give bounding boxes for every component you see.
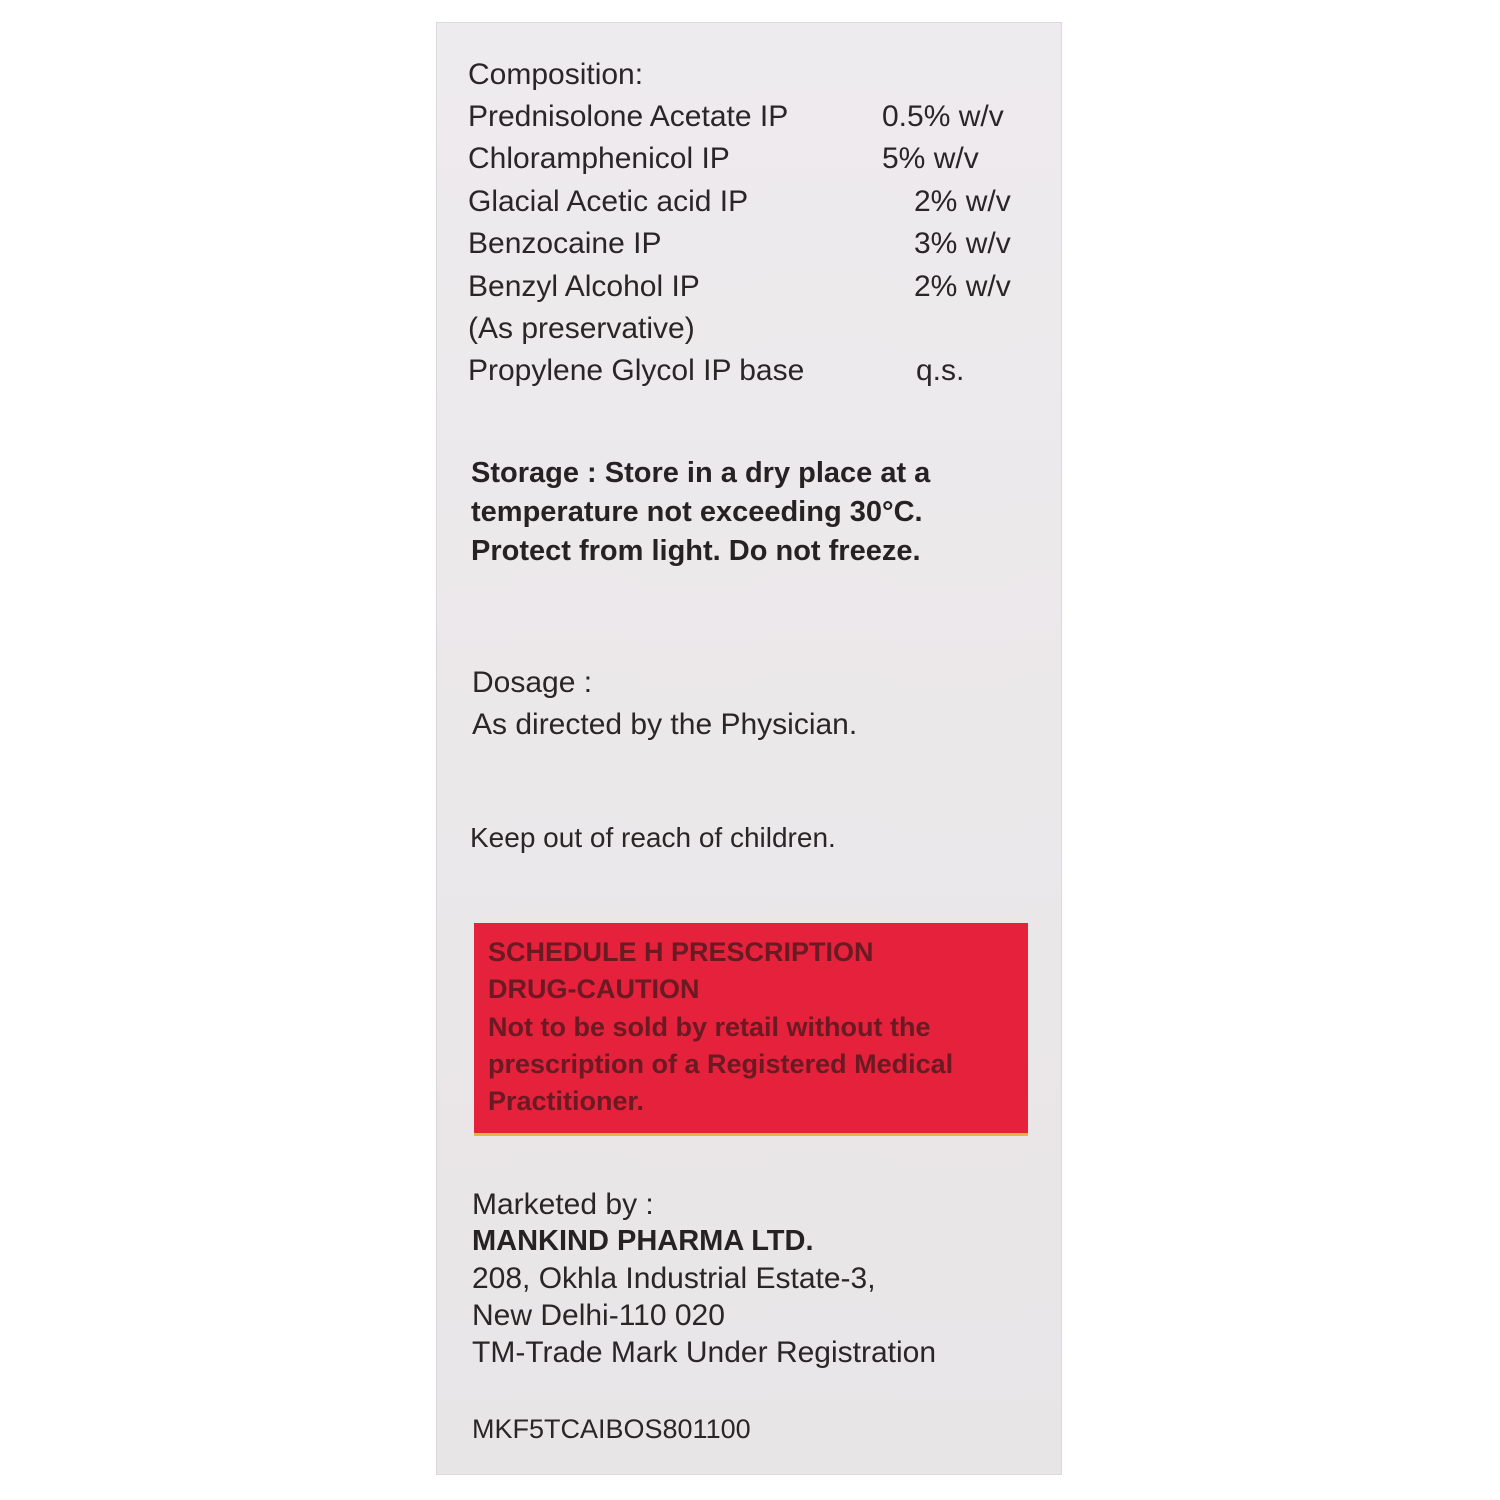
composition-heading: Composition: (468, 58, 644, 91)
ingredient-amount: 3% w/v (914, 227, 1011, 260)
schedule-h-warning-box (474, 923, 1028, 1136)
child-safety-note: Keep out of reach of children. (470, 822, 836, 853)
ingredient-name: Benzocaine IP (468, 227, 662, 260)
ingredient-amount: 2% w/v (914, 270, 1011, 303)
label-panel (436, 22, 1062, 1475)
product-code: MKF5TCAIBOS801100 (472, 1414, 751, 1444)
storage-line: Protect from light. Do not freeze. (471, 535, 921, 567)
ingredient-amount: 2% w/v (914, 185, 1011, 218)
trademark-note: TM-Trade Mark Under Registration (472, 1336, 937, 1369)
ingredient-amount: 0.5% w/v (882, 100, 1004, 133)
dosage-text: As directed by the Physician. (472, 708, 858, 741)
ingredient-note: (As preservative) (468, 312, 695, 345)
ingredient-amount: q.s. (916, 354, 965, 387)
storage-instructions (471, 454, 930, 571)
warning-line: Practitioner. (488, 1086, 645, 1116)
ingredient-name: Propylene Glycol IP base (468, 354, 805, 387)
dosage-label: Dosage : (472, 666, 593, 699)
ingredient-name: Chloramphenicol IP (468, 142, 730, 175)
ingredient-name: Glacial Acetic acid IP (468, 185, 749, 218)
ingredient-name: Prednisolone Acetate IP (468, 100, 789, 133)
company-address-line: New Delhi-110 020 (472, 1299, 725, 1332)
warning-line: prescription of a Registered Medical (488, 1049, 954, 1079)
storage-line: temperature not exceeding 30°C. (471, 496, 923, 528)
ingredient-amount: 5% w/v (882, 142, 979, 175)
warning-line: Not to be sold by retail without the (488, 1012, 931, 1042)
storage-line: Storage : Store in a dry place at a (471, 457, 931, 489)
warning-line: DRUG-CAUTION (488, 974, 700, 1004)
company-address-line: 208, Okhla Industrial Estate-3, (472, 1262, 876, 1295)
warning-line: SCHEDULE H PRESCRIPTION (488, 937, 874, 967)
ingredient-name: Benzyl Alcohol IP (468, 270, 700, 303)
company-name: MANKIND PHARMA LTD. (472, 1225, 814, 1257)
marketed-by-label: Marketed by : (472, 1188, 654, 1221)
